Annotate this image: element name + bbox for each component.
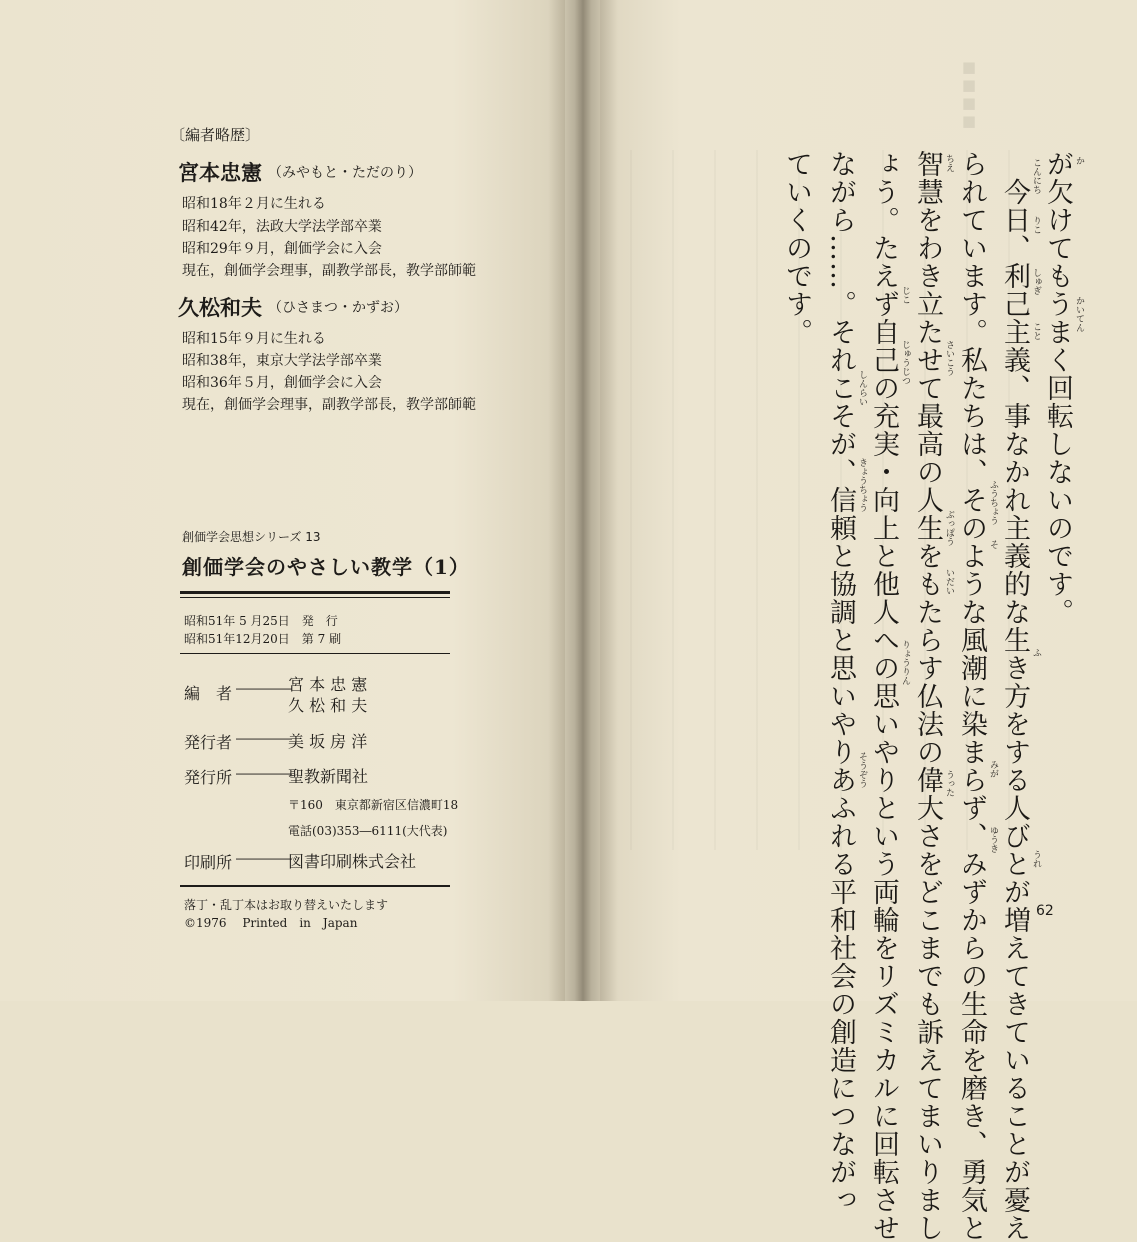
- series-label: 創価学会思想シリーズ 13: [182, 530, 321, 544]
- editor-2-history-4: 現在，創価学会理事，副教学部長，教学部師範: [182, 397, 476, 413]
- editor-1-name: 宮本忠憲: [178, 160, 262, 185]
- ruby-koto: こと: [1031, 322, 1041, 340]
- ruby-so: そ: [988, 540, 998, 549]
- editor-1-history-2: 昭和42年，法政大学法学部卒業: [182, 219, 382, 235]
- notice-rule: [180, 885, 450, 887]
- editor-1-history-4: 現在，創価学会理事，副教学部長，教学部師範: [182, 263, 476, 279]
- ruby-juujitsu: じゅうじつ: [900, 340, 910, 385]
- ruby-chie: ちえ: [944, 154, 954, 172]
- body-column-1: が欠けてもうまく回転しないのです。: [1042, 150, 1073, 626]
- profile-heading: 〔編者略歴〕: [170, 126, 261, 144]
- editor-1-history-3: 昭和29年９月，創価学会に入会: [182, 241, 382, 257]
- ruby-kaiten: かいてん: [1074, 296, 1084, 332]
- right-page: ■■■■: [600, 0, 1137, 1001]
- publisher-label: 発行者: [184, 733, 233, 752]
- editor-1-reading: （みやもと・ただのり）: [268, 165, 422, 181]
- book-spine: [548, 0, 618, 1001]
- printer-label: 印刷所: [184, 853, 233, 872]
- editors-name-2: 久 松 和 夫: [288, 696, 368, 715]
- print-date: 昭和51年12月20日 第 7 刷: [184, 632, 342, 646]
- notice-text: 落丁・乱丁本はお取り替えいたします: [184, 898, 389, 912]
- ruby-miga: みが: [988, 760, 998, 778]
- editor-2-name: 久松和夫: [178, 295, 262, 320]
- ruby-kyouchou: きょうちょう: [857, 458, 867, 512]
- printer-dash: ――――: [236, 851, 292, 867]
- ruby-shinrai: しんらい: [857, 370, 867, 406]
- issuer-label: 発行所: [184, 768, 233, 787]
- ruby-riko: りこ: [1031, 216, 1041, 234]
- publish-date: 昭和51年 5 月25日 発 行: [184, 614, 338, 628]
- ruby-fu: ふ: [1031, 648, 1041, 657]
- issuer-name: 聖教新聞社: [288, 767, 369, 786]
- publisher-name: 美 坂 房 洋: [288, 732, 368, 751]
- ruby-shugi: しゅぎ: [1031, 268, 1041, 295]
- editor-2-history-3: 昭和36年５月，創価学会に入会: [182, 375, 382, 391]
- dates-rule: [180, 653, 450, 654]
- issuer-address: 〒160 東京都新宿区信濃町18: [288, 798, 459, 812]
- editor-2-reading: （ひさまつ・かずお）: [268, 300, 408, 316]
- ruby-jiko: じこ: [900, 286, 910, 304]
- printer-name: 図書印刷株式会社: [288, 852, 417, 871]
- body-column-7: ていくのです。: [781, 150, 812, 346]
- ruby-ure: うれ: [1031, 850, 1041, 868]
- ruby-souzou: そうぞう: [857, 752, 867, 788]
- ruby-saikou: さいこう: [944, 340, 954, 376]
- ruby-fuuchou: ふうちょう: [988, 480, 998, 525]
- ruby-yuuki: ゆうき: [988, 826, 998, 853]
- book-title: 創価学会のやさしい教学（1）: [182, 555, 470, 579]
- editors-name-1: 宮 本 忠 憲: [288, 675, 368, 694]
- body-column-3: られています。私たちは、そのような風潮に染まらず、みずからの生命を磨き、勇気と: [956, 150, 987, 1242]
- ruby-buppou: ぶっぽう: [944, 510, 954, 546]
- issuer-phone: 電話(03)353―6111(大代表): [288, 824, 448, 838]
- body-column-2: 今日、利己主義、事なかれ主義的な生き方をする人びとが増えてきていることが憂え: [999, 150, 1030, 1242]
- editor-2-history-2: 昭和38年，東京大学法学部卒業: [182, 353, 382, 369]
- publisher-dash: ――――: [236, 731, 292, 747]
- editor-2-history-1: 昭和15年９月に生れる: [182, 331, 326, 347]
- ruby-ka: か: [1074, 156, 1084, 165]
- editors-dash: ――――: [236, 681, 292, 697]
- ruby-konnichi: こんにち: [1031, 158, 1041, 194]
- editors-label: 編 者: [184, 684, 233, 703]
- issuer-dash: ――――: [236, 766, 292, 782]
- copyright-text: ©1976 Printed in Japan: [184, 916, 358, 930]
- body-column-4: 智慧をわき立たせて最高の人生をもたらす仏法の偉大さをどこまでも訴えてまいりまし: [912, 150, 943, 1242]
- body-column-6: ながら……。それこそが、信頼と協調と思いやりあふれる平和社会の創造につながっ: [825, 150, 856, 1214]
- ruby-ryourin: りょうりん: [900, 640, 910, 685]
- ruby-utta: うった: [944, 770, 954, 797]
- body-column-5: ょう。たえず自己の充実・向上と他人への思いやりという両輪をリズミカルに回転させ: [868, 150, 899, 1242]
- ruby-idai: いだい: [944, 568, 954, 595]
- title-rule-thick: [180, 591, 450, 594]
- editor-1-history-1: 昭和18年２月に生れる: [182, 196, 326, 212]
- title-rule-thin: [180, 597, 450, 598]
- page-number: 62: [1036, 903, 1054, 919]
